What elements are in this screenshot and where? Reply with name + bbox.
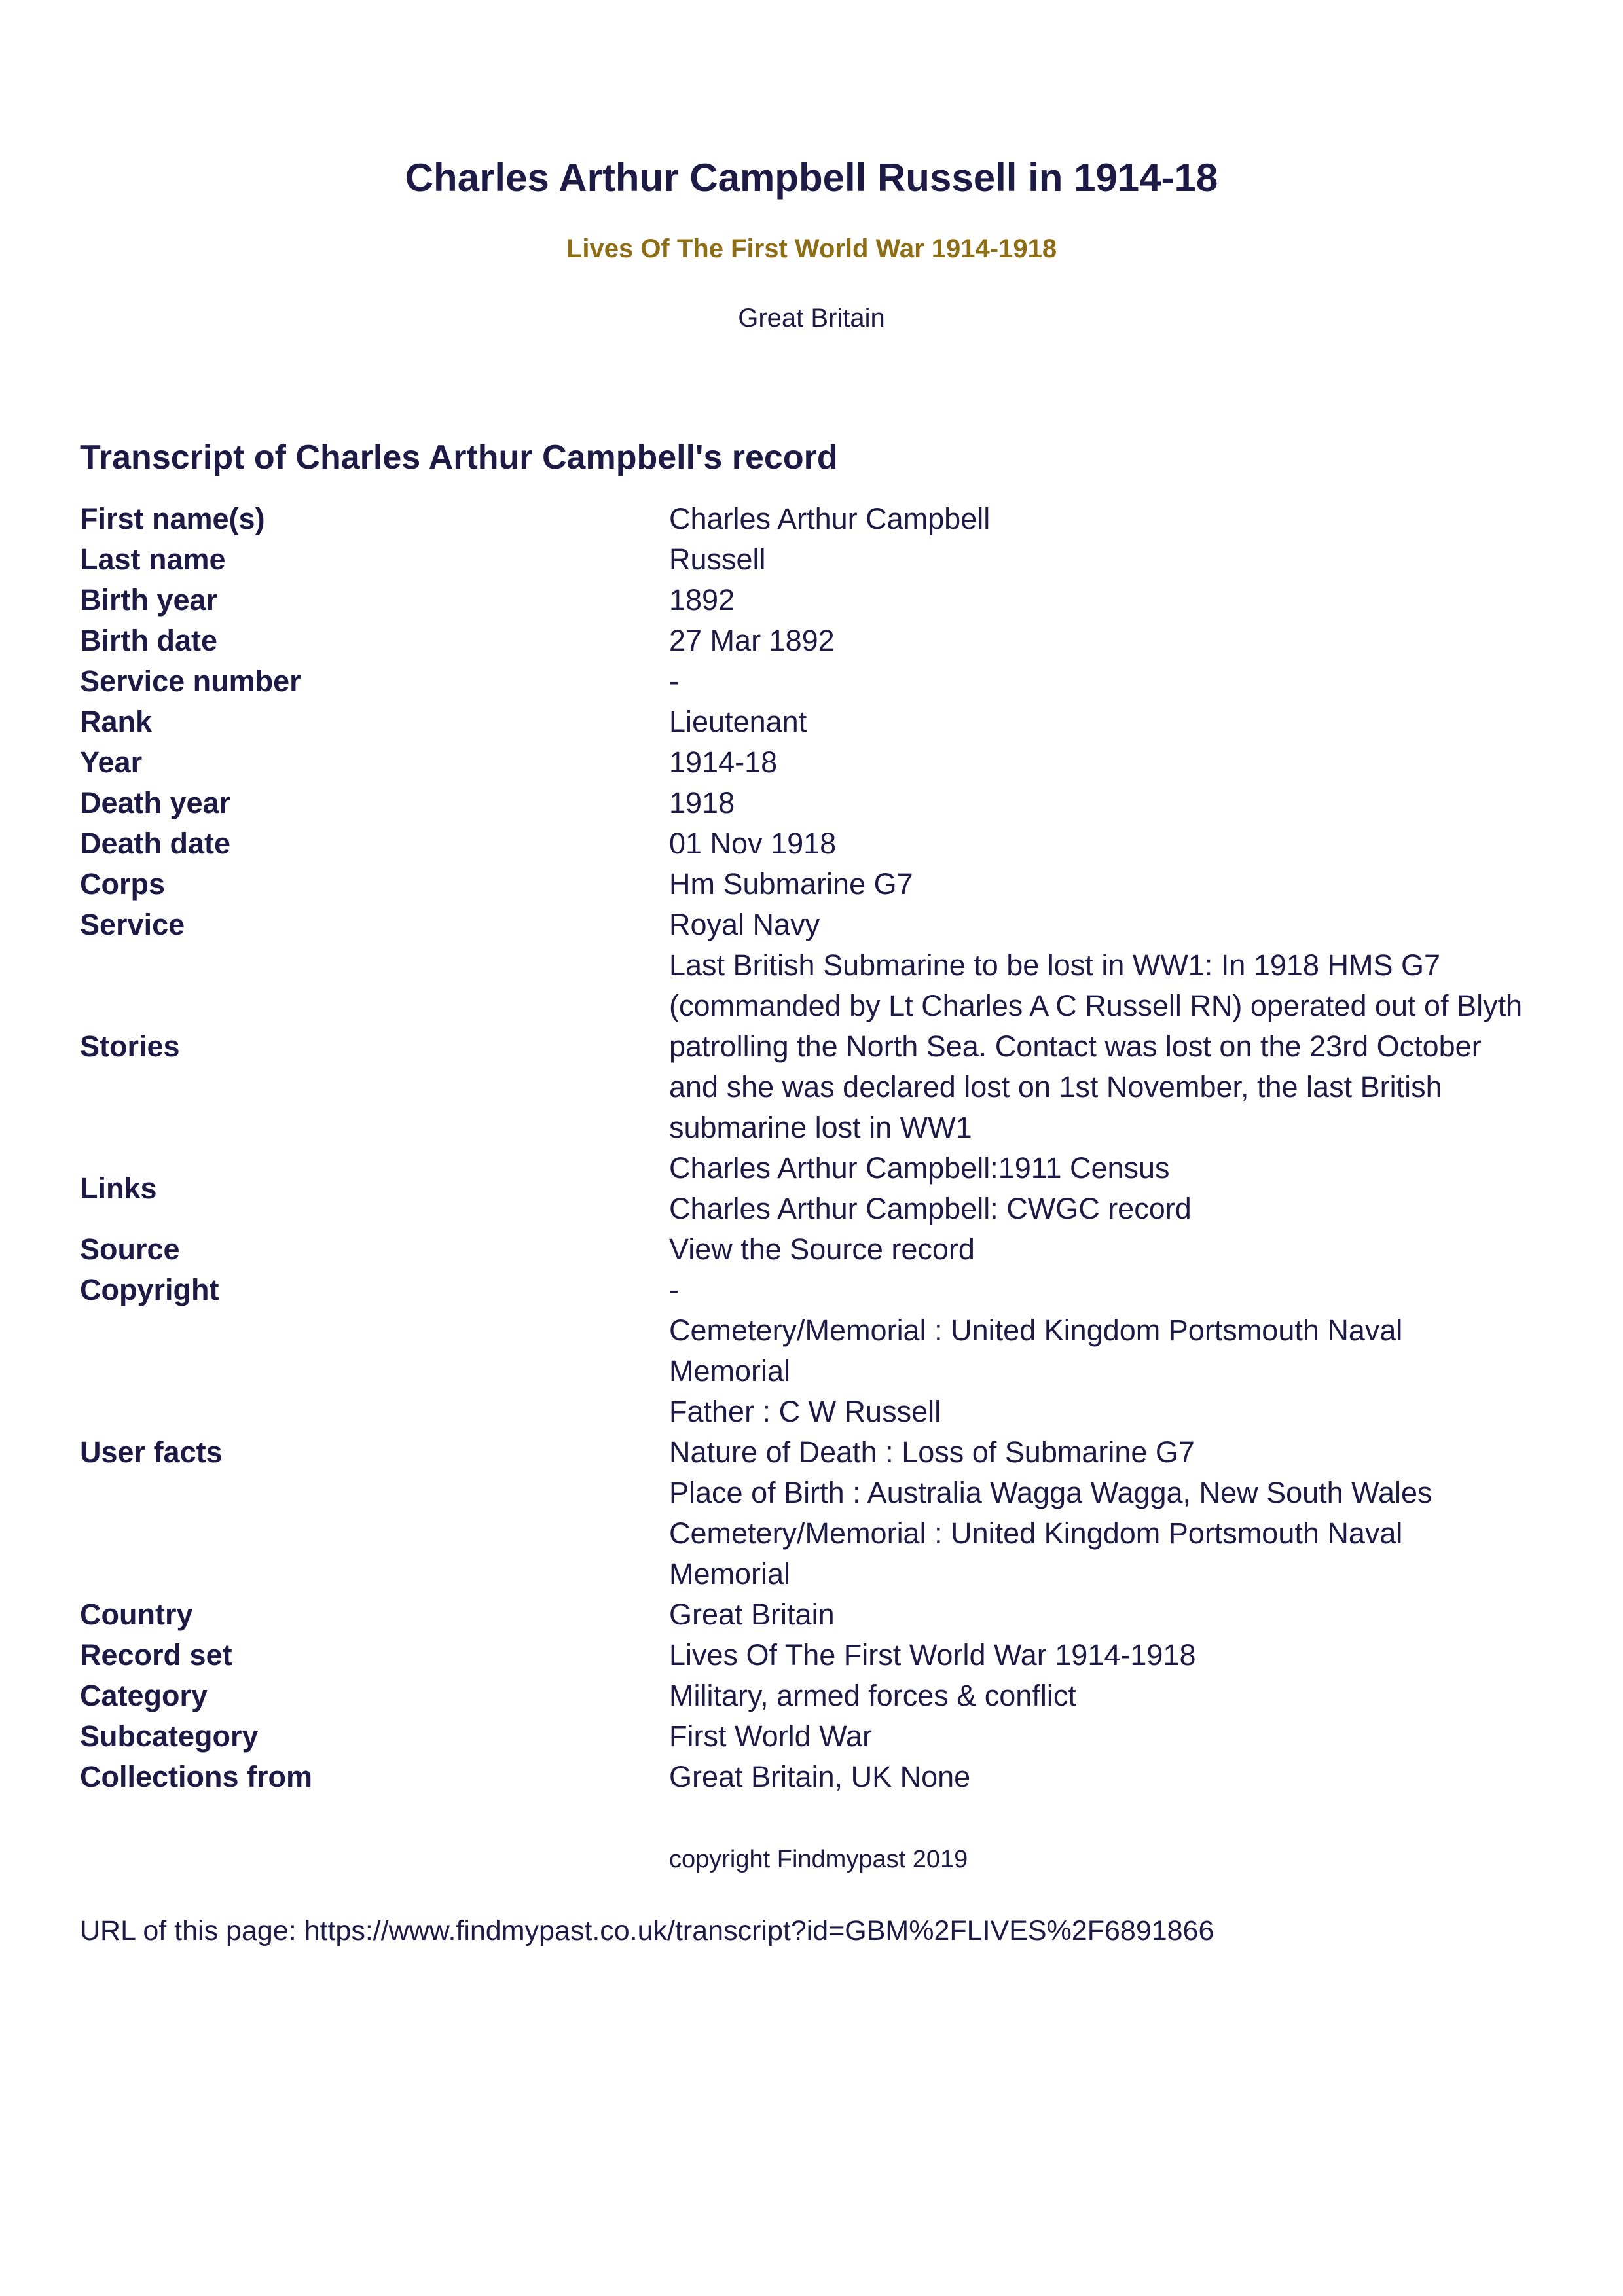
table-row (80, 1757, 1546, 1797)
table-row (80, 742, 1546, 783)
user-facts-value (669, 1310, 1546, 1594)
row-label: Service number (80, 664, 301, 698)
links-value (669, 1148, 1546, 1229)
source-record-link[interactable]: View the Source record (669, 1232, 975, 1266)
row-label: Corps (80, 867, 166, 901)
stories-line: patrolling the North Sea. Contact was lost on the 23rd October (669, 1030, 1482, 1063)
row-value: 01 Nov 1918 (669, 827, 837, 860)
row-label: Death year (80, 786, 231, 819)
table-row (80, 580, 1546, 620)
row-value: 1918 (669, 786, 735, 819)
table-row (80, 702, 1546, 742)
row-label: Country (80, 1598, 193, 1631)
row-label: User facts (80, 1435, 223, 1469)
table-row (80, 864, 1546, 905)
table-row (80, 1676, 1546, 1716)
copyright-notice: copyright Findmypast 2019 (669, 1846, 968, 1873)
table-row (80, 539, 1546, 580)
user-fact-line: Memorial (669, 1557, 791, 1590)
row-value: Great Britain, UK None (669, 1760, 971, 1793)
page-title: Charles Arthur Campbell Russell in 1914-18 (405, 156, 1218, 200)
row-label: Category (80, 1679, 208, 1712)
table-row (80, 1635, 1546, 1676)
table-row (80, 1594, 1546, 1635)
table-row (80, 1716, 1546, 1757)
row-value: First World War (669, 1719, 872, 1753)
row-value: 1892 (669, 583, 735, 617)
table-row (80, 1270, 1546, 1310)
row-label: Year (80, 745, 143, 779)
row-value: Military, armed forces & conflict (669, 1679, 1076, 1712)
page-url: URL of this page: https://www.findmypast.co.uk/transcript?id=GBM%2FLIVES%2F6891866 (80, 1915, 1214, 1946)
row-value: Charles Arthur Campbell (669, 502, 991, 535)
table-row (80, 783, 1546, 823)
row-label: Links (80, 1172, 157, 1205)
country-label: Great Britain (738, 304, 885, 332)
stories-line: submarine lost in WW1 (669, 1111, 972, 1144)
row-value: Great Britain (669, 1598, 835, 1631)
row-label: Copyright (80, 1273, 219, 1306)
user-fact-line: Memorial (669, 1354, 791, 1388)
user-fact-line: Father : C W Russell (669, 1395, 941, 1428)
row-value: Russell (669, 543, 766, 576)
user-fact-line: Nature of Death : Loss of Submarine G7 (669, 1435, 1195, 1469)
table-row (80, 905, 1546, 945)
transcript-heading: Transcript of Charles Arthur Campbell's record (80, 439, 838, 476)
row-label: Last name (80, 543, 226, 576)
census-link[interactable]: Charles Arthur Campbell:1911 Census (669, 1151, 1170, 1185)
user-fact-line: Place of Birth : Australia Wagga Wagga, New South Wales (669, 1476, 1432, 1509)
row-label: First name(s) (80, 502, 265, 535)
row-value: 27 Mar 1892 (669, 624, 835, 657)
table-row (80, 1229, 1546, 1270)
row-label: Service (80, 908, 185, 941)
row-value: Lieutenant (669, 705, 807, 738)
cwgc-record-link[interactable]: Charles Arthur Campbell: CWGC record (669, 1192, 1192, 1225)
user-fact-line: Cemetery/Memorial : United Kingdom Portsmouth Naval (669, 1314, 1403, 1347)
stories-line: and she was declared lost on 1st November, the last British (669, 1070, 1442, 1103)
row-value: 1914-18 (669, 745, 778, 779)
record-set-subtitle: Lives Of The First World War 1914-1918 (566, 234, 1057, 263)
transcript-table (80, 499, 1546, 1797)
row-label: Subcategory (80, 1719, 259, 1753)
table-row (80, 620, 1546, 661)
table-row (80, 1310, 1546, 1594)
row-label: Stories (80, 1030, 180, 1063)
row-label: Source (80, 1232, 180, 1266)
table-row (80, 499, 1546, 539)
table-row (80, 1148, 1546, 1229)
row-value: Royal Navy (669, 908, 820, 941)
stories-line: Last British Submarine to be lost in WW1: In 1918 HMS G7 (669, 948, 1440, 982)
row-value: Lives Of The First World War 1914-1918 (669, 1638, 1196, 1672)
row-value: Hm Submarine G7 (669, 867, 913, 901)
row-value: - (669, 1273, 679, 1306)
row-label: Record set (80, 1638, 232, 1672)
row-label: Rank (80, 705, 153, 738)
row-label: Collections from (80, 1760, 313, 1793)
table-row (80, 945, 1546, 1148)
table-row (80, 661, 1546, 702)
row-label: Birth date (80, 624, 218, 657)
row-value: - (669, 664, 679, 698)
row-label: Death date (80, 827, 231, 860)
table-row (80, 823, 1546, 864)
row-label: Birth year (80, 583, 218, 617)
stories-line: (commanded by Lt Charles A C Russell RN) operated out of Blyth (669, 989, 1523, 1022)
stories-value (669, 945, 1546, 1148)
user-fact-line: Cemetery/Memorial : United Kingdom Portsmouth Naval (669, 1516, 1403, 1550)
